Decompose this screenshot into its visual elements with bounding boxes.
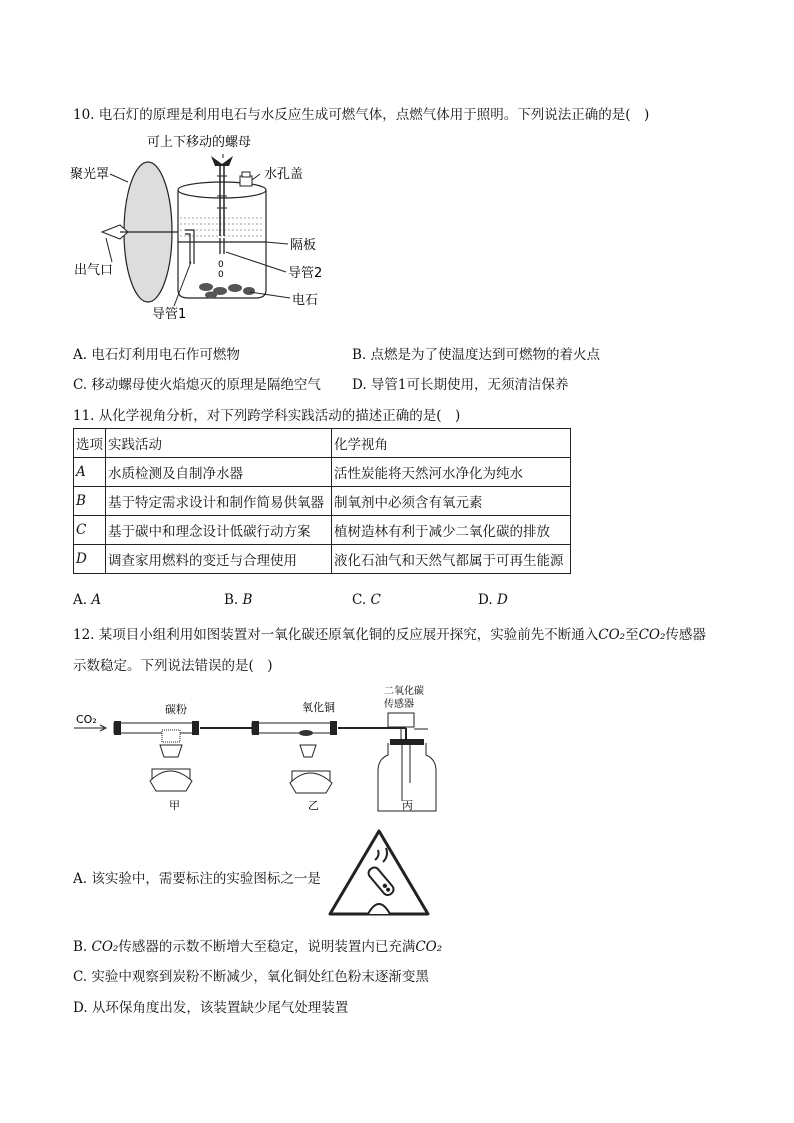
row-chem-view: 植树造林有利于减少二氧化碳的排放	[332, 516, 571, 545]
svg-text:丙: 丙	[402, 799, 413, 812]
q11-option-d: D. D	[478, 592, 508, 608]
svg-text:0: 0	[218, 270, 224, 280]
q11-option-a: A. A	[73, 592, 102, 608]
svg-text:隔板: 隔板	[290, 238, 317, 253]
row-chem-view: 活性炭能将天然河水净化为纯水	[332, 458, 571, 487]
table-row	[74, 487, 571, 516]
svg-text:甲: 甲	[169, 799, 180, 812]
q11-stem: 11. 从化学视角分析，对下列跨学科实践活动的描述正确的是( )	[73, 408, 461, 424]
q12-stem-line1: 12. 某项目小组利用如图装置对一氧化碳还原氧化铜的反应展开探究，实验前先不断通入CO₂至CO₂传感器	[73, 627, 706, 643]
header-chem-view: 化学视角	[332, 429, 571, 458]
q12-apparatus-figure	[70, 683, 450, 815]
q10-option-c: C. 移动螺母使火焰熄灭的原理是隔绝空气	[73, 377, 321, 393]
q11-option-c: C. C	[352, 592, 381, 608]
q10-stem: 10. 电石灯的原理是利用电石与水反应生成可燃气体，点燃气体用于照明。下列说法正确的是( )	[73, 107, 650, 123]
svg-text:0: 0	[218, 260, 224, 270]
q11-option-b: B. B	[224, 592, 253, 608]
svg-text:可上下移动的螺母: 可上下移动的螺母	[147, 135, 252, 150]
svg-text:聚光罩: 聚光罩	[70, 167, 110, 182]
q12-option-a: A. 该实验中，需要标注的实验图标之一是	[73, 871, 321, 887]
row-activity: 基于碳中和理念设计低碳行动方案	[106, 516, 332, 545]
row-chem-view: 制氧剂中必须含有氧元素	[332, 487, 571, 516]
svg-text:二氧化碳: 二氧化碳	[384, 686, 424, 697]
table-header-row	[74, 429, 571, 458]
svg-text:氧化铜: 氧化铜	[302, 701, 335, 714]
svg-text:CO₂: CO₂	[76, 713, 97, 726]
q12-option-b: B. CO₂传感器的示数不断增大至稳定，说明装置内已充满CO₂	[73, 939, 443, 955]
table-row	[74, 458, 571, 487]
svg-text:碳粉: 碳粉	[165, 703, 187, 716]
svg-text:电石: 电石	[292, 293, 319, 308]
q10-carbide-lamp-figure	[70, 130, 340, 325]
svg-text:出气口: 出气口	[74, 263, 114, 278]
q10-option-d: D. 导管1可长期使用，无须清洁保养	[352, 377, 569, 393]
svg-text:传感器: 传感器	[384, 699, 414, 710]
header-option: 选项	[74, 429, 106, 458]
row-activity: 基于特定需求设计和制作简易供氧器	[106, 487, 332, 516]
row-activity: 水质检测及自制净水器	[106, 458, 332, 487]
svg-text:导管2: 导管2	[288, 266, 323, 281]
q11-table	[73, 428, 571, 574]
svg-text:导管1: 导管1	[152, 307, 187, 322]
table-row	[74, 516, 571, 545]
row-letter: C	[74, 516, 106, 545]
row-letter: A	[74, 458, 106, 487]
q10-option-b: B. 点燃是为了使温度达到可燃物的着火点	[352, 347, 601, 363]
row-activity: 调查家用燃料的变迁与合理使用	[106, 545, 332, 574]
row-letter: D	[74, 545, 106, 574]
q12-option-c: C. 实验中观察到炭粉不断减少，氧化铜处红色粉末逐渐变黑	[73, 969, 429, 985]
q10-option-a: A. 电石灯利用电石作可燃物	[73, 347, 240, 363]
row-letter: B	[74, 487, 106, 516]
row-chem-view: 液化石油气和天然气都属于可再生能源	[332, 545, 571, 574]
fire-warning-icon	[326, 826, 432, 920]
svg-text:水孔盖: 水孔盖	[264, 167, 304, 182]
q12-stem-line2: 示数稳定。下列说法错误的是( )	[73, 658, 273, 674]
table-row	[74, 545, 571, 574]
q12-option-d: D. 从环保角度出发，该装置缺少尾气处理装置	[73, 1000, 349, 1016]
header-activity: 实践活动	[106, 429, 332, 458]
svg-text:乙: 乙	[308, 799, 319, 812]
